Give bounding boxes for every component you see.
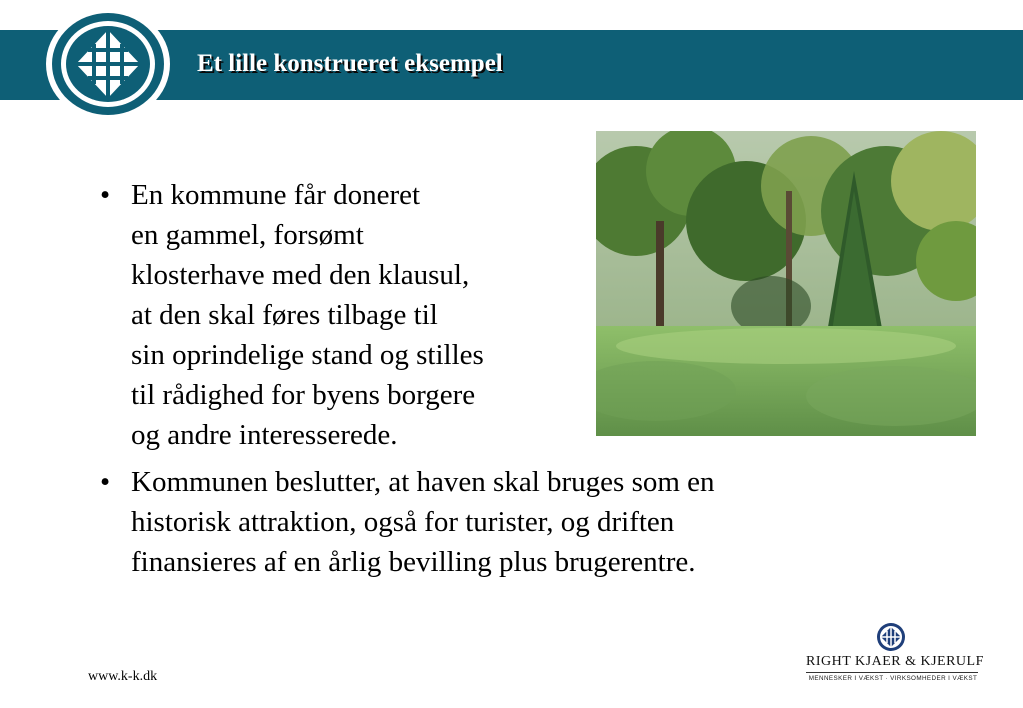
bullet-marker: • bbox=[100, 179, 111, 211]
overgrown-garden-photo bbox=[596, 131, 976, 436]
footer-url[interactable]: www.k-k.dk bbox=[88, 669, 158, 684]
globe-logo-icon bbox=[44, 6, 172, 122]
slide-title: Et lille konstrueret eksempel bbox=[197, 50, 503, 77]
bullet-marker: • bbox=[100, 466, 111, 498]
globe-icon bbox=[876, 622, 906, 652]
bullet-text: Kommunen beslutter, at haven skal bruges som en historisk attraktion, også for turister, og driften finansieres af en årlig bevilling plus brugerentre. bbox=[131, 466, 715, 578]
brand-name: RIGHT KJAER & KJERULF bbox=[806, 654, 984, 669]
brand-logo bbox=[802, 620, 984, 690]
brand-divider bbox=[806, 672, 978, 673]
brand-tagline: MENNESKER I VÆKST · VIRKSOMHEDER I VÆKST bbox=[808, 675, 978, 682]
bullet-text: En kommune får doneret en gammel, forsømt klosterhave med den klausul, at den skal føres tilbage til sin oprindelige stand og stilles til rådighed for byens borgere og andre interesserede. bbox=[131, 179, 484, 451]
